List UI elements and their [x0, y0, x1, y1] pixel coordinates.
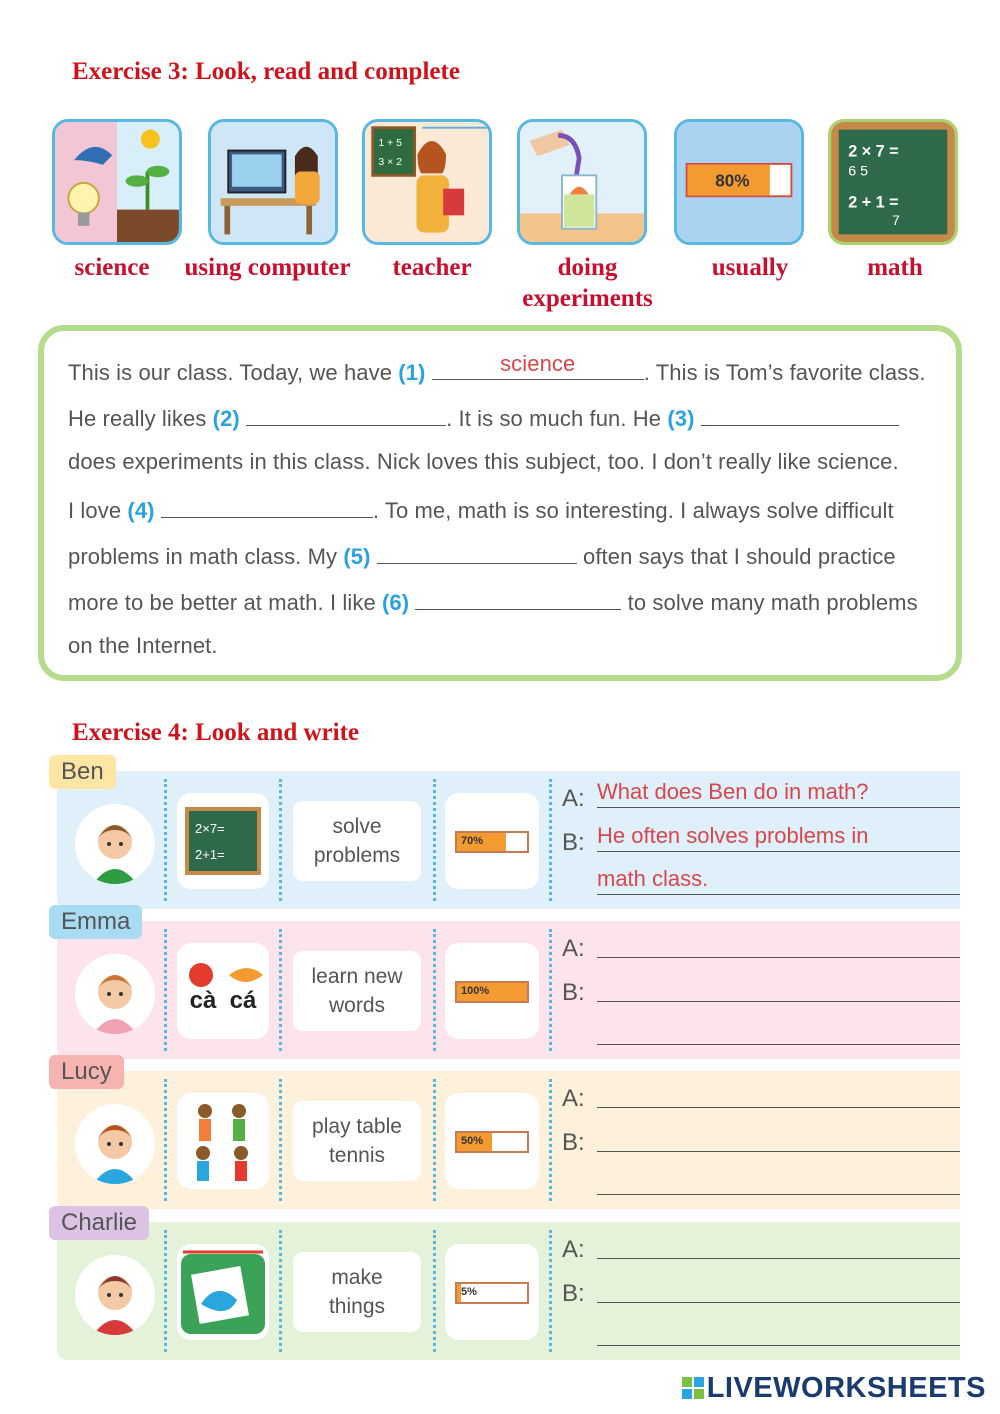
text: to solve many math problems	[621, 590, 918, 615]
blank-number-4: (4)	[127, 498, 155, 523]
label-b: B:	[562, 1129, 585, 1156]
label-a: A:	[562, 935, 585, 962]
text: He really likes	[68, 406, 213, 431]
child-avatar-icon	[75, 954, 155, 1034]
answer-input-line-1[interactable]	[597, 1121, 960, 1152]
word-math: math	[867, 254, 923, 281]
blank-number-6: (6)	[382, 590, 410, 615]
student-row-lucy	[57, 1058, 960, 1209]
science-card	[52, 119, 182, 245]
student-avatar	[75, 954, 155, 1034]
usually-bar-label: 80%	[715, 170, 750, 191]
child-avatar-icon	[75, 804, 155, 884]
svg-text:3 × 2: 3 × 2	[378, 156, 403, 168]
passage-line-5	[68, 541, 934, 570]
svg-text:7: 7	[892, 212, 900, 229]
answer-input-line-2[interactable]	[597, 864, 960, 895]
answer-input-line-1[interactable]	[597, 821, 960, 852]
svg-text:2 + 1 =: 2 + 1 =	[848, 193, 899, 212]
answer-text-1: He often solves problems in	[597, 823, 869, 848]
question-input[interactable]	[597, 1077, 960, 1108]
frequency-box	[445, 943, 539, 1039]
activity-picture	[177, 793, 269, 889]
answer-input-line-2[interactable]	[597, 1164, 960, 1195]
blank-number-2: (2)	[212, 406, 240, 431]
text: . This is Tom’s favorite class.	[643, 360, 926, 385]
liveworksheets-mark-icon	[682, 1377, 704, 1399]
blank-2-input[interactable]	[246, 403, 446, 426]
student-avatar	[75, 1255, 155, 1335]
question-input[interactable]	[597, 927, 960, 958]
answer-input-line-1[interactable]	[597, 1272, 960, 1303]
frequency-label: 5%	[461, 1286, 477, 1298]
passage-line-6	[68, 587, 934, 616]
exercise-3-title: Exercise 3: Look, read and complete	[72, 58, 460, 85]
frequency-label: 70%	[461, 835, 484, 847]
text: more to be better at math. I like	[68, 590, 382, 615]
crafts-icon	[177, 1244, 269, 1340]
frequency-label: 100%	[461, 985, 490, 997]
frequency-box	[445, 793, 539, 889]
usually-card	[674, 119, 804, 245]
word-doing-experiments: doing experiments	[522, 254, 653, 312]
frequency-bar-icon	[677, 122, 801, 242]
child-avatar-icon	[75, 1255, 155, 1335]
student-name: Emma	[49, 905, 142, 939]
label-b: B:	[562, 829, 585, 856]
blank-3-input[interactable]	[701, 403, 899, 426]
activity-picture	[177, 1244, 269, 1340]
question-text: What does Ben do in math?	[597, 779, 869, 804]
computer-icon	[211, 122, 335, 242]
frequency-bar	[455, 1282, 529, 1304]
activity-label: make things	[293, 1252, 421, 1332]
text: This is our class. Today, we have	[68, 360, 399, 385]
activity-picture	[177, 1093, 269, 1189]
answer-text-2: math class.	[597, 866, 709, 891]
label-a: A:	[562, 785, 585, 812]
math-card	[828, 119, 958, 245]
label-b: B:	[562, 979, 585, 1006]
frequency-box	[445, 1093, 539, 1189]
liveworksheets-logo	[682, 1372, 986, 1405]
blank-6-input[interactable]	[415, 587, 621, 610]
frequency-box	[445, 1244, 539, 1340]
svg-text:2 × 7 =: 2 × 7 =	[848, 142, 899, 161]
svg-text:6 5: 6 5	[848, 163, 869, 180]
student-row-emma	[57, 908, 960, 1059]
table-tennis-icon	[177, 1093, 269, 1189]
word-science: science	[74, 254, 150, 281]
answer-1: science	[500, 351, 576, 376]
text: often says that I should practice	[576, 544, 896, 569]
svg-text:1 + 5: 1 + 5	[378, 137, 403, 149]
svg-text:2×7=: 2×7=	[195, 821, 225, 836]
blank-1-input[interactable]	[432, 351, 644, 380]
word-usually: usually	[711, 254, 789, 281]
reading-passage	[38, 325, 962, 681]
teacher-card	[362, 119, 492, 245]
activity-label: solve problems	[293, 801, 421, 881]
passage-line-3: does experiments in this class. Nick loves this subject, too. I don’t really like science.	[68, 449, 899, 474]
label-a: A:	[562, 1236, 585, 1263]
student-row-charlie	[57, 1209, 960, 1360]
answer-input-line-2[interactable]	[597, 1014, 960, 1045]
label-a: A:	[562, 1085, 585, 1112]
passage-line-7: on the Internet.	[68, 633, 218, 658]
text: problems in math class. My	[68, 544, 344, 569]
blank-number-5: (5)	[343, 544, 371, 569]
text: . It is so much fun. He	[446, 406, 668, 431]
experiment-icon	[520, 122, 644, 242]
blank-5-input[interactable]	[377, 541, 577, 564]
activity-label: play table tennis	[293, 1101, 421, 1181]
frequency-bar	[455, 1131, 529, 1153]
passage-line-4	[68, 495, 934, 524]
math-board-icon	[831, 122, 955, 242]
activity-picture	[177, 943, 269, 1039]
word-teacher: teacher	[392, 254, 472, 281]
label-b: B:	[562, 1280, 585, 1307]
logo-text: LIVEWORKSHEETS	[706, 1372, 986, 1404]
student-name: Charlie	[49, 1206, 149, 1240]
blank-4-input[interactable]	[161, 495, 373, 518]
word-using-computer: using computer	[184, 254, 351, 281]
text: I love	[68, 498, 128, 523]
vocabulary-words: cà cá	[189, 987, 257, 1014]
math-board-icon	[177, 793, 269, 889]
student-name: Lucy	[49, 1055, 124, 1089]
computer-card	[208, 119, 338, 245]
answer-input-line-2[interactable]	[597, 1315, 960, 1346]
passage-line-1	[68, 351, 934, 386]
activity-label: learn new words	[293, 951, 421, 1031]
student-avatar	[75, 804, 155, 884]
text: . To me, math is so interesting. I always solve difficult	[372, 498, 894, 523]
experiment-card	[517, 119, 647, 245]
student-name: Ben	[49, 755, 116, 789]
question-input[interactable]	[597, 777, 960, 808]
blank-number-3: (3)	[667, 406, 695, 431]
exercise-4-title: Exercise 4: Look and write	[72, 719, 360, 746]
student-row-ben	[57, 758, 960, 909]
frequency-label: 50%	[461, 1135, 484, 1147]
teacher-icon	[365, 122, 489, 242]
student-avatar	[75, 1104, 155, 1184]
svg-text:2+1=: 2+1=	[195, 847, 225, 862]
passage-line-2	[68, 403, 934, 432]
question-input[interactable]	[597, 1228, 960, 1259]
child-avatar-icon	[75, 1104, 155, 1184]
frequency-bar	[455, 981, 529, 1003]
science-icon	[55, 122, 179, 242]
answer-input-line-1[interactable]	[597, 971, 960, 1002]
frequency-bar	[455, 831, 529, 853]
blank-number-1: (1)	[398, 360, 426, 385]
